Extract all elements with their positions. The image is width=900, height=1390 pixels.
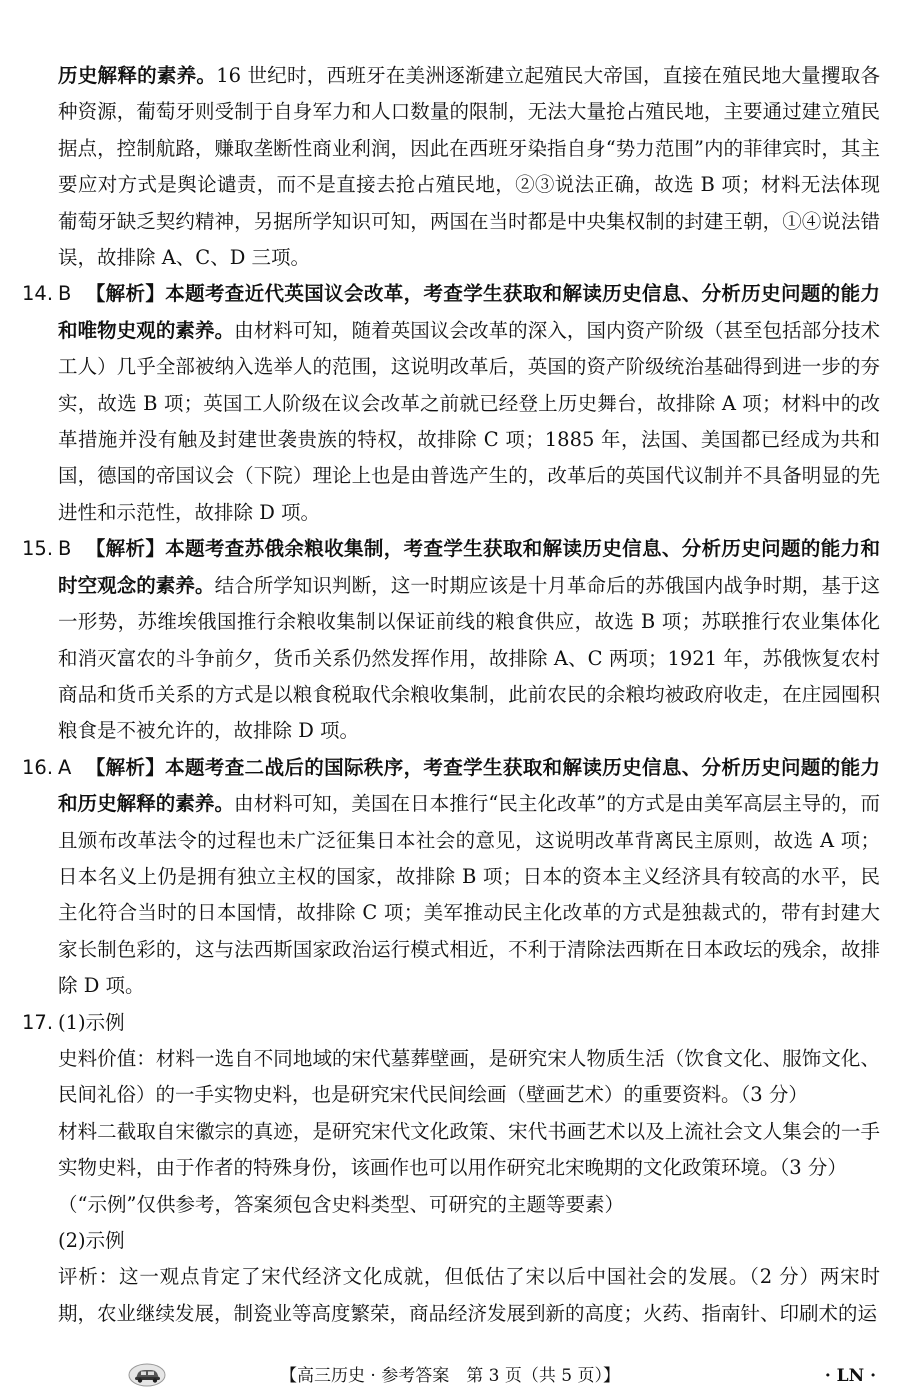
q13-continuation [22, 58, 880, 276]
q13-continuation-text: 16 世纪时，西班牙在美洲逐渐建立起殖民大帝国，直接在殖民地大量攫取各种资源，葡萄牙则受制于自身军力和人口数量的限制，无法大量抢占殖民地，主要通过建立殖民据点，控制航路，赚取垄断性商业利润，因此在西班牙染指自身“势力范围”内的菲律宾时，其主要应对方式是舆论谴责，而不是直接去抢占殖民地，②③说法正确，故选 B 项；材料无法体现葡萄牙缺乏契约精神，另据所学知识可知，两国在当时都是中央集权制的封建王朝，①④说法错误，故排除 A、C、D 三项。 [58, 64, 880, 270]
item-analysis-bold: 【解析】本题考查近代英国议会改革，考查学生获取和解读历史信息、分析历史问题的能力和唯物史观的素养。 [58, 282, 880, 342]
item-answer: A [58, 755, 72, 779]
item-analysis-text: 结合所学知识判断，这一时期应该是十月革命后的苏俄国内战争时期，基于这一形势，苏维埃俄国推行余粮收集制以保证前线的粮食供应，故选 B 项；苏联推行农业集体化和消灭富农的斗争前夕，货币关系仍然发挥作用，故排除 A、C 两项；1921 年，苏俄恢复农村商品和货币关系的方式是以粮食税取代余粮收集制，此前农民的余粮均被政府收走，在庄园囤积粮食是不被允许的，故排除 D 项。 [58, 573, 880, 743]
item-analysis-bold: 【解析】本题考查二战后的国际秩序，考查学生获取和解读历史信息、分析历史问题的能力和历史解释的素养。 [58, 755, 880, 816]
item-analysis-text: 由材料可知，美国在日本推行“民主化改革”的方式是由美军高层主导的，而且颁布改革法令的过程也未广泛征集日本社会的意见，这说明改革背离民主原则，故选 A 项；日本名义上仍是拥有独立主权的国家，故排除 B 项；日本的资本主义经济具有较高的水平，民主化符合当时的日本国情，故排除 C 项；美军推动民主化改革的方式是独裁式的，带有封建大家长制色彩的，这与法西斯国家政治运行模式相近，不利于清除法西斯在日本政坛的残余，故排除 D 项。 [58, 792, 880, 998]
item-number: 16. [22, 755, 54, 779]
item-answer: B [58, 282, 72, 306]
q17-part1-text-a: 史料价值：材料一选自不同地域的宋代墓葬壁画，是研究宋人物质生活（饮食文化、服饰文化、民间礼俗）的一手实物史料，也是研究宋代民间绘画（壁画艺术）的重要资料。（3 分） [58, 1046, 880, 1107]
footer-label: 【高三历史 · 参考答案 第 3 页（共 5 页）】 [280, 1366, 620, 1386]
q17-part2-text: 评析：这一观点肯定了宋代经济文化成就，但低估了宋以后中国社会的发展。（2 分）两宋时期，农业继续发展，制瓷业等高度繁荣，商品经济发展到新的高度；火药、指南针、印刷术的运 [58, 1265, 880, 1325]
page-footer [0, 1362, 900, 1390]
q13-continuation-bold: 历史解释的素养。 [58, 64, 217, 87]
q17-part2-label: (2)示例 [58, 1229, 125, 1252]
answer-content [22, 58, 880, 1332]
item-number: 17. [22, 1010, 54, 1034]
q17-part1-label: (1)示例 [58, 1010, 125, 1034]
q17-part1-text-b: 材料二截取自宋徽宗的真迹，是研究宋代文化政策、宋代书画艺术以及上流社会文人集会的一手实物史料，由于作者的特殊身份，该画作也可以用作研究北宋晚期的文化政策环境。（3 分） [58, 1119, 880, 1180]
answer-item-17 [22, 1005, 880, 1333]
item-number: 15. [22, 537, 54, 561]
q17-note: （“示例”仅供参考，答案须包含史料类型、可研究的主题等要素） [58, 1192, 624, 1216]
answer-item-14 [22, 276, 880, 531]
item-analysis-bold: 【解析】本题考查苏俄余粮收集制，考查学生获取和解读历史信息、分析历史问题的能力和时空观念的素养。 [58, 537, 880, 597]
answer-item-15 [22, 531, 880, 749]
answer-item-16 [22, 750, 880, 1005]
item-number: 14. [22, 282, 54, 306]
footer-code: · LN · [824, 1366, 876, 1386]
item-answer: B [58, 537, 72, 561]
item-analysis-text: 由材料可知，随着英国议会改革的深入，国内资产阶级（甚至包括部分技术工人）几乎全部被纳入选举人的范围，这说明改革后，英国的资产阶级统治基础得到进一步的夯实，故选 B 项；英国工人阶级在议会改革之前就已经登上历史舞台，故排除 A 项；材料中的改革措施并没有触及封建世袭贵族的特权，故排除 C 项；1885 年，法国、美国都已经成为共和国，德国的帝国议会（下院）理论上也是由普选产生的，改革后的英国代议制并不具备明显的先进性和示范性，故排除 D 项。 [58, 318, 880, 524]
